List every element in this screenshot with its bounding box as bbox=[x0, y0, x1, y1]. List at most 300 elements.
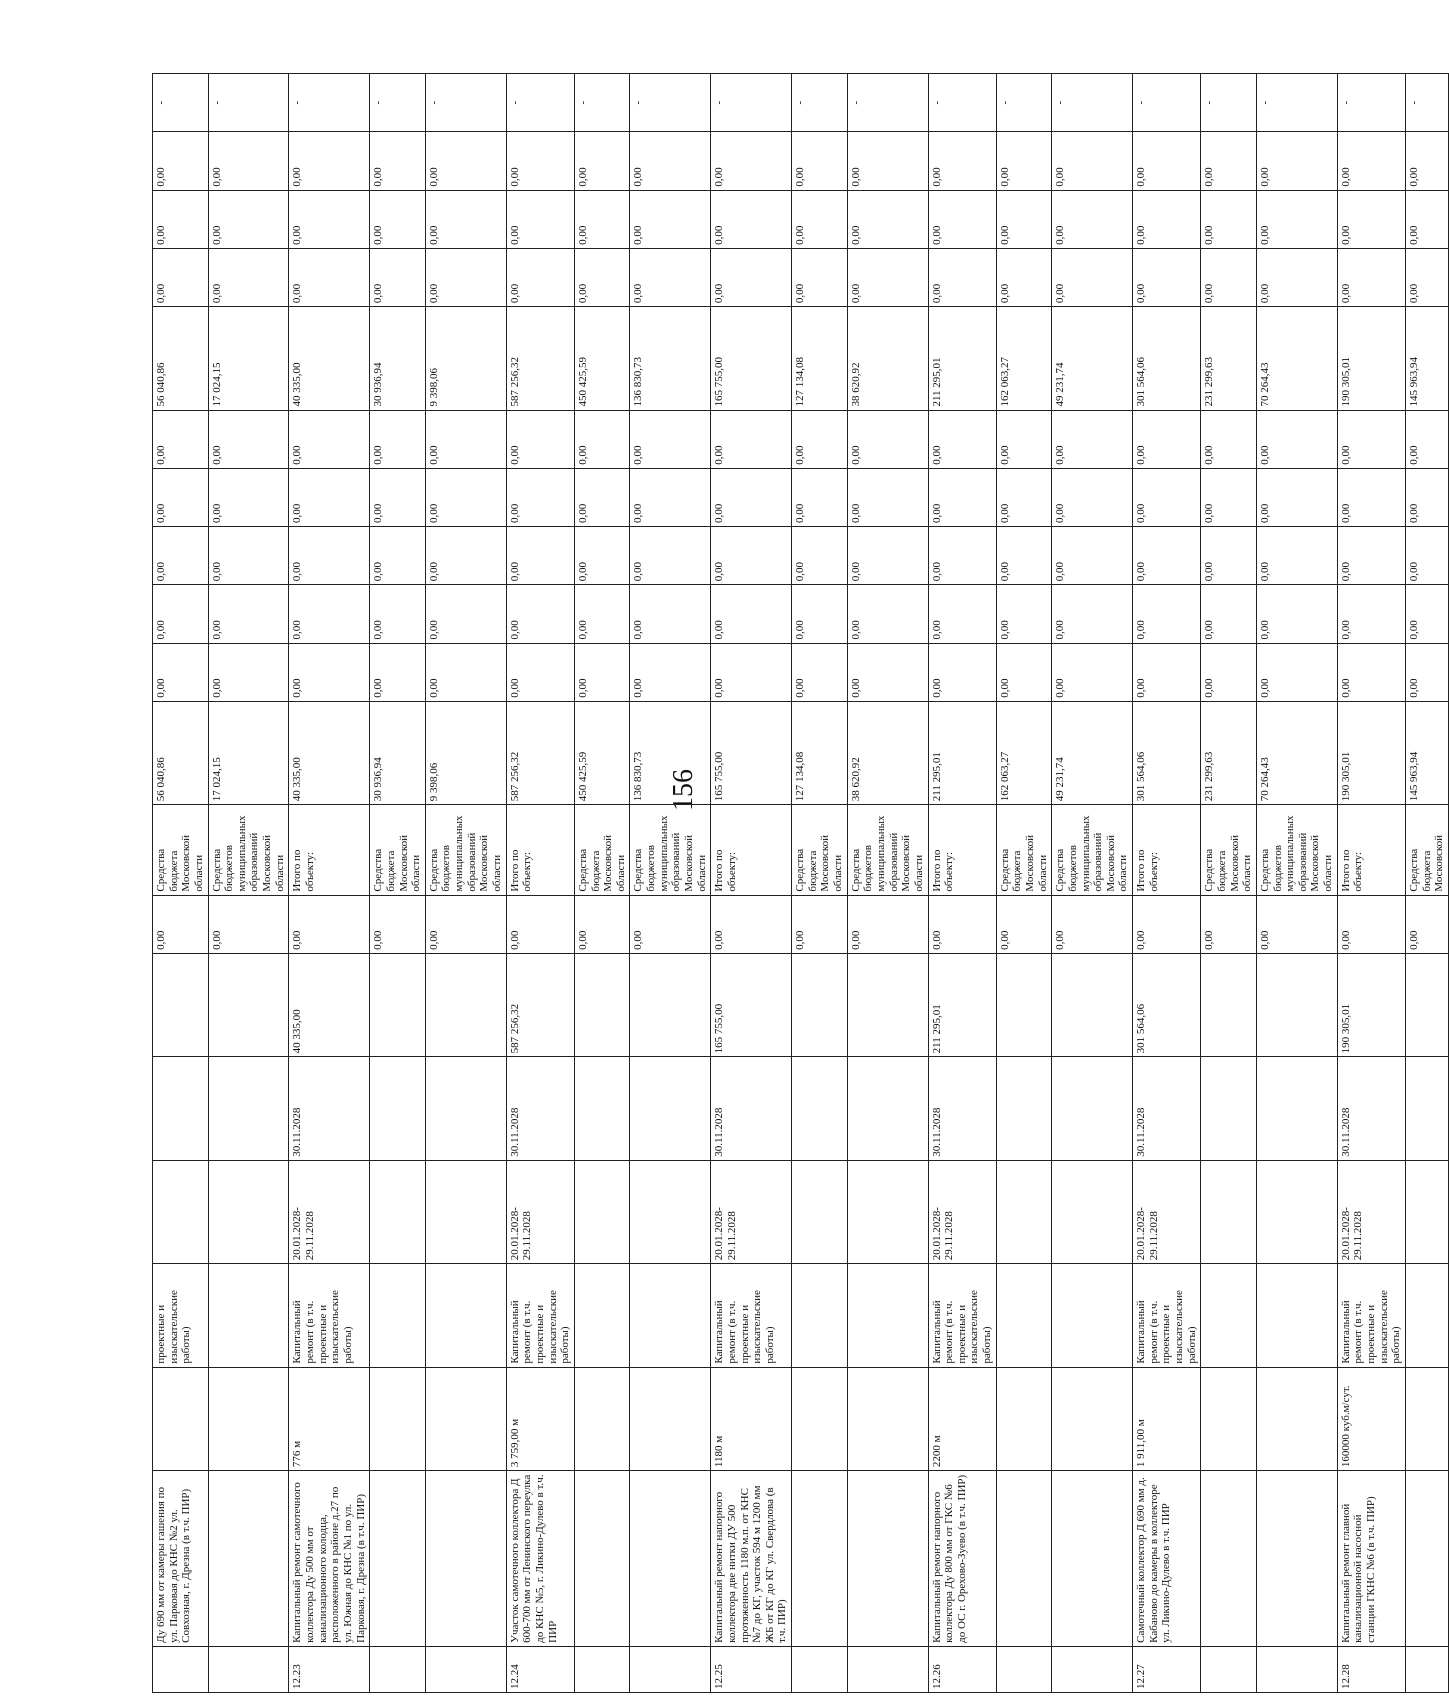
table-cell bbox=[1052, 953, 1133, 1056]
table-cell: 0,00 bbox=[574, 895, 630, 953]
table-cell: 1180 м bbox=[711, 1367, 792, 1470]
table-cell: - bbox=[153, 74, 209, 132]
table-cell: Капитальный ремонт напорного коллектора Ду 800 мм от ГКС №6 до ОС г. Орехово-Зуево (в т.ч. ПИР) bbox=[928, 1471, 996, 1647]
table-cell: 0,00 bbox=[1133, 190, 1201, 248]
table-cell: 162 063,27 bbox=[996, 701, 1052, 804]
table-cell bbox=[1405, 1057, 1448, 1160]
table-cell: 0,00 bbox=[1405, 895, 1448, 953]
table-cell: - bbox=[847, 74, 928, 132]
table-cell bbox=[630, 1646, 711, 1692]
table-cell: 2200 м bbox=[928, 1367, 996, 1470]
table-row bbox=[1256, 74, 1337, 1693]
table-cell: 145 963,94 bbox=[1405, 307, 1448, 410]
table-frame bbox=[152, 73, 1446, 1693]
table-cell: 190 305,01 bbox=[1337, 701, 1405, 804]
table-cell: 211 295,01 bbox=[928, 701, 996, 804]
table-cell: 1 911,00 м bbox=[1133, 1367, 1201, 1470]
table-cell: 0,00 bbox=[153, 190, 209, 248]
table-cell bbox=[792, 953, 848, 1056]
table-cell: 0,00 bbox=[792, 527, 848, 585]
table-cell: 0,00 bbox=[506, 248, 574, 306]
table-cell: 0,00 bbox=[711, 248, 792, 306]
table-cell: 165 755,00 bbox=[711, 701, 792, 804]
table-cell: 0,00 bbox=[425, 410, 506, 468]
table-cell bbox=[1405, 1471, 1448, 1647]
table-cell: 450 425,59 bbox=[574, 701, 630, 804]
table-cell: Средства бюджетов муниципальных образований Московской области bbox=[1052, 805, 1133, 895]
table-cell: - bbox=[1405, 74, 1448, 132]
table-cell: - bbox=[506, 74, 574, 132]
table-cell: 0,00 bbox=[1405, 248, 1448, 306]
table-cell bbox=[792, 1367, 848, 1470]
table-cell: 165 755,00 bbox=[711, 307, 792, 410]
table-cell bbox=[425, 1367, 506, 1470]
table-cell: 0,00 bbox=[792, 190, 848, 248]
table-cell: Итого по объекту: bbox=[506, 805, 574, 895]
table-row bbox=[630, 74, 711, 1693]
table-cell: - bbox=[289, 74, 370, 132]
table-cell: 0,00 bbox=[153, 585, 209, 643]
table-cell bbox=[370, 1646, 426, 1692]
table-cell: 0,00 bbox=[630, 132, 711, 190]
table-cell: 0,00 bbox=[289, 190, 370, 248]
table-cell: 0,00 bbox=[370, 410, 426, 468]
table-cell: 0,00 bbox=[1337, 468, 1405, 526]
table-cell: 0,00 bbox=[506, 410, 574, 468]
table-cell: 0,00 bbox=[996, 132, 1052, 190]
table-cell: 0,00 bbox=[208, 410, 289, 468]
table-cell bbox=[792, 1160, 848, 1263]
table-cell bbox=[153, 1057, 209, 1160]
investment-table bbox=[152, 73, 1449, 1693]
table-cell: 0,00 bbox=[711, 643, 792, 701]
table-cell: - bbox=[630, 74, 711, 132]
table-cell: 0,00 bbox=[425, 468, 506, 526]
table-cell bbox=[1052, 1264, 1133, 1367]
table-cell: 0,00 bbox=[153, 468, 209, 526]
table-cell: 0,00 bbox=[425, 895, 506, 953]
table-cell: Итого по объекту: bbox=[289, 805, 370, 895]
table-cell bbox=[1201, 1367, 1257, 1470]
table-cell bbox=[847, 1160, 928, 1263]
table-cell bbox=[574, 1057, 630, 1160]
table-cell: 0,00 bbox=[425, 585, 506, 643]
table-cell: 165 755,00 bbox=[711, 953, 792, 1056]
table-cell: 70 264,43 bbox=[1256, 307, 1337, 410]
table-cell bbox=[370, 1264, 426, 1367]
table-cell bbox=[847, 1367, 928, 1470]
table-cell: 0,00 bbox=[370, 248, 426, 306]
table-cell: 0,00 bbox=[289, 585, 370, 643]
table-cell bbox=[996, 1264, 1052, 1367]
table-cell: 0,00 bbox=[847, 527, 928, 585]
table-cell: 0,00 bbox=[630, 527, 711, 585]
table-cell: 0,00 bbox=[1052, 190, 1133, 248]
table-cell: 0,00 bbox=[1256, 585, 1337, 643]
table-cell: 0,00 bbox=[1133, 895, 1201, 953]
table-cell: 0,00 bbox=[1256, 643, 1337, 701]
table-cell: 0,00 bbox=[1201, 248, 1257, 306]
table-cell bbox=[1405, 1160, 1448, 1263]
table-row bbox=[1133, 74, 1201, 1693]
table-cell: 30.11.2028 bbox=[1133, 1057, 1201, 1160]
table-cell bbox=[425, 1646, 506, 1692]
table-cell: 160000 куб.м/сут. bbox=[1337, 1367, 1405, 1470]
table-cell: 0,00 bbox=[928, 643, 996, 701]
table-cell: 0,00 bbox=[1052, 132, 1133, 190]
table-cell: 0,00 bbox=[370, 132, 426, 190]
table-cell bbox=[1052, 1471, 1133, 1647]
table-row bbox=[370, 74, 426, 1693]
table-cell: 0,00 bbox=[792, 643, 848, 701]
table-cell: 49 231,74 bbox=[1052, 701, 1133, 804]
table-cell: 0,00 bbox=[792, 132, 848, 190]
table-cell: 0,00 bbox=[1337, 585, 1405, 643]
table-cell: 56 040,86 bbox=[153, 307, 209, 410]
table-cell bbox=[630, 1264, 711, 1367]
table-cell: 0,00 bbox=[370, 895, 426, 953]
table-cell: 12.28 bbox=[1337, 1646, 1405, 1692]
table-cell: Капитальный ремонт (в т.ч. проектные и изыскательские работы) bbox=[1337, 1264, 1405, 1367]
table-cell: 0,00 bbox=[711, 410, 792, 468]
table-cell: 0,00 bbox=[1337, 190, 1405, 248]
table-cell bbox=[1256, 1471, 1337, 1647]
table-cell: 0,00 bbox=[1201, 190, 1257, 248]
table-cell: 0,00 bbox=[574, 643, 630, 701]
table-cell bbox=[574, 1367, 630, 1470]
table-cell: Капитальный ремонт (в т.ч. проектные и изыскательские работы) bbox=[506, 1264, 574, 1367]
table-cell bbox=[630, 1160, 711, 1263]
table-cell bbox=[208, 1160, 289, 1263]
table-row bbox=[792, 74, 848, 1693]
table-cell: 0,00 bbox=[153, 248, 209, 306]
table-cell: 56 040,86 bbox=[153, 701, 209, 804]
table-cell: 0,00 bbox=[1133, 585, 1201, 643]
table-cell: Итого по объекту: bbox=[928, 805, 996, 895]
table-cell: 12.24 bbox=[506, 1646, 574, 1692]
table-cell: 0,00 bbox=[847, 895, 928, 953]
table-cell: проектные и изыскательские работы) bbox=[153, 1264, 209, 1367]
table-cell: 0,00 bbox=[630, 895, 711, 953]
table-cell: 0,00 bbox=[506, 527, 574, 585]
table-cell: 301 564,06 bbox=[1133, 953, 1201, 1056]
table-cell: 0,00 bbox=[1256, 527, 1337, 585]
table-cell: Средства бюджета Московской области bbox=[996, 805, 1052, 895]
table-cell: 587 256,32 bbox=[506, 953, 574, 1056]
table-cell: 0,00 bbox=[370, 468, 426, 526]
table-cell: - bbox=[1052, 74, 1133, 132]
table-cell bbox=[847, 1264, 928, 1367]
table-cell: 0,00 bbox=[792, 895, 848, 953]
table-cell bbox=[996, 1471, 1052, 1647]
table-cell: Средства бюджетов муниципальных образований Московской области bbox=[425, 805, 506, 895]
table-cell: - bbox=[792, 74, 848, 132]
table-cell: 0,00 bbox=[1052, 410, 1133, 468]
table-cell: - bbox=[425, 74, 506, 132]
table-row bbox=[1052, 74, 1133, 1693]
table-cell: Самотечный коллектор Д 690 мм д. Кабаново до камеры в коллекторе ул. Ликино-Дулево в т.ч. ПИР bbox=[1133, 1471, 1201, 1647]
table-row bbox=[1405, 74, 1448, 1693]
table-cell: - bbox=[996, 74, 1052, 132]
table-cell bbox=[792, 1264, 848, 1367]
table-cell bbox=[1052, 1646, 1133, 1692]
table-cell: 0,00 bbox=[928, 248, 996, 306]
table-cell: 0,00 bbox=[153, 643, 209, 701]
table-cell: 0,00 bbox=[928, 895, 996, 953]
table-cell bbox=[1256, 1646, 1337, 1692]
table-cell: Участок самотечного коллектора Д 600-700 мм от Ленинского переулка до КНС №5, г. Ликино-Дулево в т.ч. ПИР bbox=[506, 1471, 574, 1647]
table-cell: 0,00 bbox=[153, 895, 209, 953]
table-cell: Средства бюджета Московской области bbox=[792, 805, 848, 895]
table-cell: 0,00 bbox=[996, 410, 1052, 468]
table-cell: 0,00 bbox=[847, 190, 928, 248]
table-cell bbox=[1201, 1646, 1257, 1692]
table-cell: 0,00 bbox=[711, 468, 792, 526]
table-cell: - bbox=[928, 74, 996, 132]
table-cell: 30.11.2028 bbox=[711, 1057, 792, 1160]
table-cell: 0,00 bbox=[630, 190, 711, 248]
table-cell bbox=[425, 1264, 506, 1367]
table-cell: 0,00 bbox=[847, 248, 928, 306]
table-cell: 0,00 bbox=[630, 643, 711, 701]
table-cell: 0,00 bbox=[370, 190, 426, 248]
table-row bbox=[996, 74, 1052, 1693]
table-cell: 0,00 bbox=[1256, 190, 1337, 248]
table-cell: 30.11.2028 bbox=[928, 1057, 996, 1160]
table-cell: Итого по объекту: bbox=[1337, 805, 1405, 895]
table-cell: 0,00 bbox=[1133, 132, 1201, 190]
table-cell: 38 620,92 bbox=[847, 701, 928, 804]
table-cell: 0,00 bbox=[792, 585, 848, 643]
table-cell: 0,00 bbox=[847, 410, 928, 468]
table-cell bbox=[1052, 1160, 1133, 1263]
table-cell: 9 398,06 bbox=[425, 307, 506, 410]
table-cell: 0,00 bbox=[1133, 248, 1201, 306]
table-cell: 0,00 bbox=[1201, 895, 1257, 953]
table-cell bbox=[208, 1264, 289, 1367]
table-cell: 0,00 bbox=[289, 527, 370, 585]
table-cell: 0,00 bbox=[1201, 410, 1257, 468]
table-cell: 0,00 bbox=[506, 585, 574, 643]
table-cell: 301 564,06 bbox=[1133, 307, 1201, 410]
table-cell: 0,00 bbox=[1405, 410, 1448, 468]
table-cell bbox=[630, 1367, 711, 1470]
table-cell bbox=[1405, 953, 1448, 1056]
table-cell: Итого по объекту: bbox=[711, 805, 792, 895]
table-cell bbox=[1256, 1367, 1337, 1470]
table-cell bbox=[996, 1160, 1052, 1263]
table-cell bbox=[208, 1471, 289, 1647]
table-cell bbox=[208, 1646, 289, 1692]
table-cell bbox=[792, 1057, 848, 1160]
table-cell bbox=[370, 1057, 426, 1160]
table-cell bbox=[153, 1646, 209, 1692]
table-cell: 0,00 bbox=[425, 190, 506, 248]
table-cell bbox=[370, 1160, 426, 1263]
table-cell: 0,00 bbox=[792, 468, 848, 526]
table-cell: 0,00 bbox=[574, 248, 630, 306]
table-cell: 0,00 bbox=[1337, 895, 1405, 953]
table-cell: 0,00 bbox=[208, 132, 289, 190]
table-cell: 0,00 bbox=[289, 410, 370, 468]
table-cell: 0,00 bbox=[208, 643, 289, 701]
table-cell: 0,00 bbox=[1052, 527, 1133, 585]
table-cell: 127 134,08 bbox=[792, 307, 848, 410]
table-cell: 0,00 bbox=[1052, 585, 1133, 643]
table-cell: 0,00 bbox=[928, 468, 996, 526]
table-row bbox=[1337, 74, 1405, 1693]
table-cell: 0,00 bbox=[711, 895, 792, 953]
table-cell: 0,00 bbox=[847, 643, 928, 701]
table-cell: Средства бюджета Московской области bbox=[574, 805, 630, 895]
table-cell: 0,00 bbox=[928, 410, 996, 468]
table-cell: 0,00 bbox=[506, 895, 574, 953]
table-cell: - bbox=[208, 74, 289, 132]
table-cell: 0,00 bbox=[425, 132, 506, 190]
table-cell: 0,00 bbox=[996, 585, 1052, 643]
table-cell: 0,00 bbox=[1052, 895, 1133, 953]
table-cell: 30.11.2028 bbox=[506, 1057, 574, 1160]
table-cell: 30 936,94 bbox=[370, 701, 426, 804]
table-cell: Капитальный ремонт (в т.ч. проектные и изыскательские работы) bbox=[289, 1264, 370, 1367]
table-cell: 0,00 bbox=[289, 248, 370, 306]
table-cell: 0,00 bbox=[847, 585, 928, 643]
table-cell: 30 936,94 bbox=[370, 307, 426, 410]
table-cell: 0,00 bbox=[153, 132, 209, 190]
table-cell: - bbox=[1133, 74, 1201, 132]
table-cell bbox=[847, 1057, 928, 1160]
table-cell bbox=[574, 1471, 630, 1647]
table-cell: - bbox=[1201, 74, 1257, 132]
table-cell: 49 231,74 bbox=[1052, 307, 1133, 410]
table-cell: Средства бюджетов муниципальных образований Московской области bbox=[847, 805, 928, 895]
table-cell: 0,00 bbox=[630, 248, 711, 306]
table-cell: 12.23 bbox=[289, 1646, 370, 1692]
table-cell: 0,00 bbox=[153, 410, 209, 468]
table-cell bbox=[425, 953, 506, 1056]
table-cell: Капитальный ремонт главной канализационной насосной станции ГКНС №6 (в т.ч. ПИР) bbox=[1337, 1471, 1405, 1647]
table-cell: 0,00 bbox=[153, 527, 209, 585]
table-cell bbox=[1201, 953, 1257, 1056]
table-cell: 17 024,15 bbox=[208, 307, 289, 410]
table-cell: 0,00 bbox=[996, 468, 1052, 526]
table-cell: 0,00 bbox=[1201, 132, 1257, 190]
table-row bbox=[208, 74, 289, 1693]
table-cell bbox=[1256, 1057, 1337, 1160]
table-cell: 0,00 bbox=[1256, 132, 1337, 190]
table-cell: 0,00 bbox=[996, 527, 1052, 585]
table-cell bbox=[630, 1471, 711, 1647]
table-cell bbox=[1201, 1264, 1257, 1367]
table-cell bbox=[996, 1057, 1052, 1160]
table-cell: 0,00 bbox=[1405, 643, 1448, 701]
table-cell: 0,00 bbox=[1256, 468, 1337, 526]
table-cell bbox=[425, 1160, 506, 1263]
table-cell: 0,00 bbox=[630, 585, 711, 643]
table-cell: 3 759,00 м bbox=[506, 1367, 574, 1470]
table-cell: 0,00 bbox=[1337, 410, 1405, 468]
table-cell: 0,00 bbox=[847, 468, 928, 526]
table-cell: 211 295,01 bbox=[928, 953, 996, 1056]
table-cell bbox=[208, 953, 289, 1056]
table-cell: Средства бюджета Московской области bbox=[153, 805, 209, 895]
table-cell bbox=[996, 1646, 1052, 1692]
table-cell: 0,00 bbox=[1133, 410, 1201, 468]
table-cell bbox=[370, 1471, 426, 1647]
table-cell: 0,00 bbox=[1256, 410, 1337, 468]
table-cell: 450 425,59 bbox=[574, 307, 630, 410]
table-cell bbox=[1256, 1160, 1337, 1263]
table-cell: 0,00 bbox=[996, 248, 1052, 306]
table-cell: 0,00 bbox=[1337, 643, 1405, 701]
table-cell: 0,00 bbox=[847, 132, 928, 190]
table-cell: 0,00 bbox=[1201, 527, 1257, 585]
table-cell bbox=[1405, 1367, 1448, 1470]
table-cell bbox=[1052, 1057, 1133, 1160]
table-cell bbox=[847, 953, 928, 1056]
table-cell: Средства бюджета Московской области bbox=[1201, 805, 1257, 895]
table-cell: 0,00 bbox=[1052, 468, 1133, 526]
table-row bbox=[711, 74, 792, 1693]
table-cell: 0,00 bbox=[1337, 132, 1405, 190]
table-cell: Капитальный ремонт (в т.ч. проектные и изыскательские работы) bbox=[1133, 1264, 1201, 1367]
table-cell: 190 305,01 bbox=[1337, 953, 1405, 1056]
table-cell bbox=[574, 1160, 630, 1263]
table-cell: 0,00 bbox=[370, 643, 426, 701]
table-cell: 0,00 bbox=[996, 190, 1052, 248]
table-cell: 20.01.2028-29.11.2028 bbox=[506, 1160, 574, 1263]
table-cell: 0,00 bbox=[574, 410, 630, 468]
table-cell: 0,00 bbox=[996, 643, 1052, 701]
table-row bbox=[506, 74, 574, 1693]
table-cell bbox=[847, 1471, 928, 1647]
table-cell: 0,00 bbox=[711, 132, 792, 190]
table-cell: 0,00 bbox=[1405, 468, 1448, 526]
table-cell: 0,00 bbox=[711, 190, 792, 248]
table-cell: 0,00 bbox=[208, 527, 289, 585]
table-cell: 0,00 bbox=[630, 410, 711, 468]
table-cell: 0,00 bbox=[1405, 585, 1448, 643]
table-cell: 162 063,27 bbox=[996, 307, 1052, 410]
table-row bbox=[928, 74, 996, 1693]
table-cell bbox=[425, 1471, 506, 1647]
table-cell: 12.25 bbox=[711, 1646, 792, 1692]
table-cell: 0,00 bbox=[1405, 190, 1448, 248]
table-cell: Капитальный ремонт напорного коллектора две нитки ДУ 500 протяженность 1180 м.п. от КНС №7 до КГ, участок 594 м 1200 мм ЖБ от КГ до КГ ул. Свердлова (в т.ч. ПИР) bbox=[711, 1471, 792, 1647]
table-cell bbox=[996, 953, 1052, 1056]
table-cell bbox=[370, 1367, 426, 1470]
table-cell: 0,00 bbox=[630, 468, 711, 526]
table-cell: 0,00 bbox=[574, 468, 630, 526]
table-cell: 211 295,01 bbox=[928, 307, 996, 410]
table-cell: 0,00 bbox=[1201, 468, 1257, 526]
table-cell: 38 620,92 bbox=[847, 307, 928, 410]
table-cell bbox=[153, 1160, 209, 1263]
table-cell bbox=[208, 1057, 289, 1160]
table-cell: 12.27 bbox=[1133, 1646, 1201, 1692]
table-cell: 40 335,00 bbox=[289, 953, 370, 1056]
table-cell: 190 305,01 bbox=[1337, 307, 1405, 410]
table-cell: 0,00 bbox=[928, 132, 996, 190]
table-cell: 0,00 bbox=[289, 643, 370, 701]
table-cell: 20.01.2028-29.11.2028 bbox=[289, 1160, 370, 1263]
table-cell: 0,00 bbox=[574, 190, 630, 248]
table-cell: 0,00 bbox=[1052, 248, 1133, 306]
table-cell: 0,00 bbox=[574, 585, 630, 643]
table-cell: 0,00 bbox=[1201, 585, 1257, 643]
table-cell bbox=[1052, 1367, 1133, 1470]
table-cell: 0,00 bbox=[1337, 248, 1405, 306]
